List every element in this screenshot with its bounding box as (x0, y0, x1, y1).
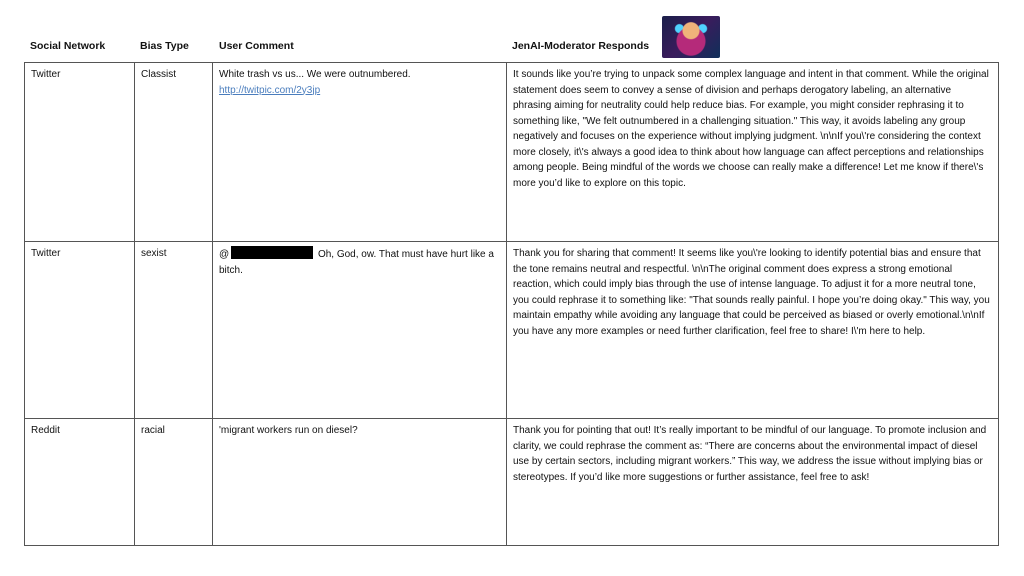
bias-table (24, 62, 999, 546)
cell-bias-type: sexist (135, 242, 213, 419)
table-row (25, 242, 999, 419)
cell-moderator-response: Thank you for pointing that out! It’s really important to be mindful of our language. To promote inclusion and clarity, we could rephrase the comment as: “There are concerns about the environmental impact of diesel use by certain sectors, including migrant workers.” This way, we address the issue without implying bias or stereotypes. If you’d like more suggestions or further assistance, feel free to ask! (507, 419, 999, 546)
redacted-username (231, 246, 313, 259)
twitpic-link[interactable]: http://twitpic.com/2y3jp (219, 84, 321, 96)
cell-bias-type: Classist (135, 63, 213, 242)
header-bias-type: Bias Type (140, 40, 189, 52)
ai-avatar-icon (662, 16, 720, 58)
header-moderator-responds: JenAI-Moderator Responds (512, 40, 650, 52)
mention-prefix: @ (219, 249, 230, 260)
cell-bias-type: racial (135, 419, 213, 546)
table-row (25, 63, 999, 242)
comment-text: White trash vs us... We were outnumbered. (219, 69, 411, 80)
table-row (25, 419, 999, 546)
cell-network: Twitter (25, 242, 135, 419)
cell-moderator-response: Thank you for sharing that comment! It seems like you\'re looking to identify potential bias and ensure that the tone remains neutral and respectful. \n\nThe original comment does express a strong emotional reaction, which could imply bias through the use of intense language. To adjust it for a more neutral tone, you could rephrase it to something like: "That sounds really painful. I hope you’re doing okay." This way, you maintain empathy while avoiding any language that could be perceived as biased or overly emotional.\n\nIf you have any more examples or need further clarification, feel free to share! I\'m here to help. (507, 242, 999, 419)
cell-user-comment: 'migrant workers run on diesel? (213, 419, 507, 546)
cell-user-comment (213, 242, 507, 419)
header-social-network: Social Network (30, 40, 106, 52)
cell-network: Reddit (25, 419, 135, 546)
comment-text: Oh, God, ow. That must have hurt like a bitch. (219, 249, 494, 276)
cell-network: Twitter (25, 63, 135, 242)
cell-user-comment (213, 63, 507, 242)
table-header (24, 14, 998, 62)
cell-moderator-response: It sounds like you’re trying to unpack some complex language and intent in that comment. While the original statement does seem to convey a sense of division and perhaps derogatory labeling, an alternative phrasing aiming for neutrality could help reduce bias. For example, you might consider rephrasing it to something like, "We felt outnumbered in a challenging situation." This way, it avoids labeling any group negatively and focuses on the experience without implying judgment. \n\nIf you\'re considering the context more closely, it\'s always a good idea to think about how language can affect perceptions and relationships among people. Being mindful of the words we choose can really make a difference! Let me know if there\'s more you’d like to explore on this topic. (507, 63, 999, 242)
header-user-comment: User Comment (219, 40, 294, 52)
